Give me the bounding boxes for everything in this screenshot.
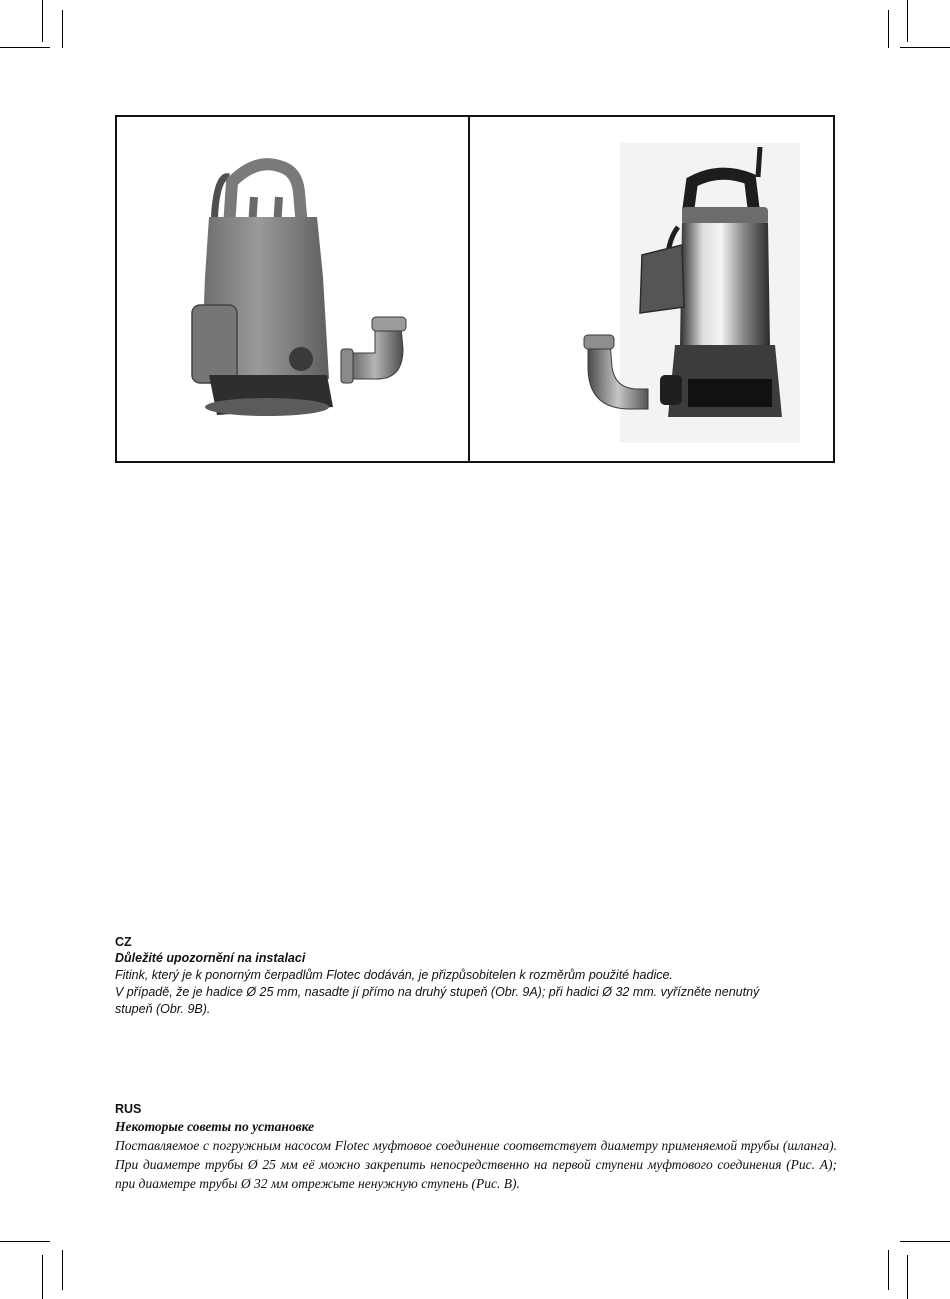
crop-mark — [62, 10, 63, 48]
crop-mark — [0, 1241, 50, 1242]
pump-image-plastic — [117, 117, 468, 461]
paragraph-line: V případě, že je hadice Ø 25 mm, nasadte jí přímo na druhý stupeň (Obr. 9A); při hadici Ø 32 mm. vyřízněte nenutný — [115, 985, 760, 999]
crop-mark — [907, 0, 908, 42]
crop-mark — [888, 10, 889, 48]
section-rus — [115, 1102, 837, 1193]
heading-rus: Некоторые советы по установке — [115, 1119, 315, 1134]
crop-mark — [42, 0, 43, 42]
crop-mark — [888, 1250, 889, 1290]
pump-image-stainless — [470, 117, 833, 461]
lang-code-cz: CZ — [115, 935, 132, 949]
crop-mark — [62, 1250, 63, 1290]
paragraph-line: Fitink, který je k ponorným čerpadlům Flotec dodáván, je přizpůsobitelen k rozměrům použité hadice. — [115, 968, 673, 982]
lang-code-rus: RUS — [115, 1102, 142, 1116]
crop-mark — [907, 1255, 908, 1299]
crop-mark — [900, 1241, 950, 1242]
crop-mark — [0, 47, 50, 48]
paragraph-rus: Поставляемое с погружным насосом Flotec муфтовое соединение соответствует диаметру применяемой трубы (шланга). При диаметре трубы Ø 25 мм её можно закрепить непосредственно на первой ступени муфтового соединения (Рис. A); при диаметре трубы Ø 32 мм отрежьте ненужную ступень (Рис. B). — [115, 1138, 837, 1191]
section-cz — [115, 935, 837, 1018]
paragraph-line: stupeň (Obr. 9B). — [115, 1002, 211, 1016]
heading-cz: Důležité upozornění na instalaci — [115, 951, 306, 965]
crop-mark — [900, 47, 950, 48]
crop-mark — [42, 1255, 43, 1299]
